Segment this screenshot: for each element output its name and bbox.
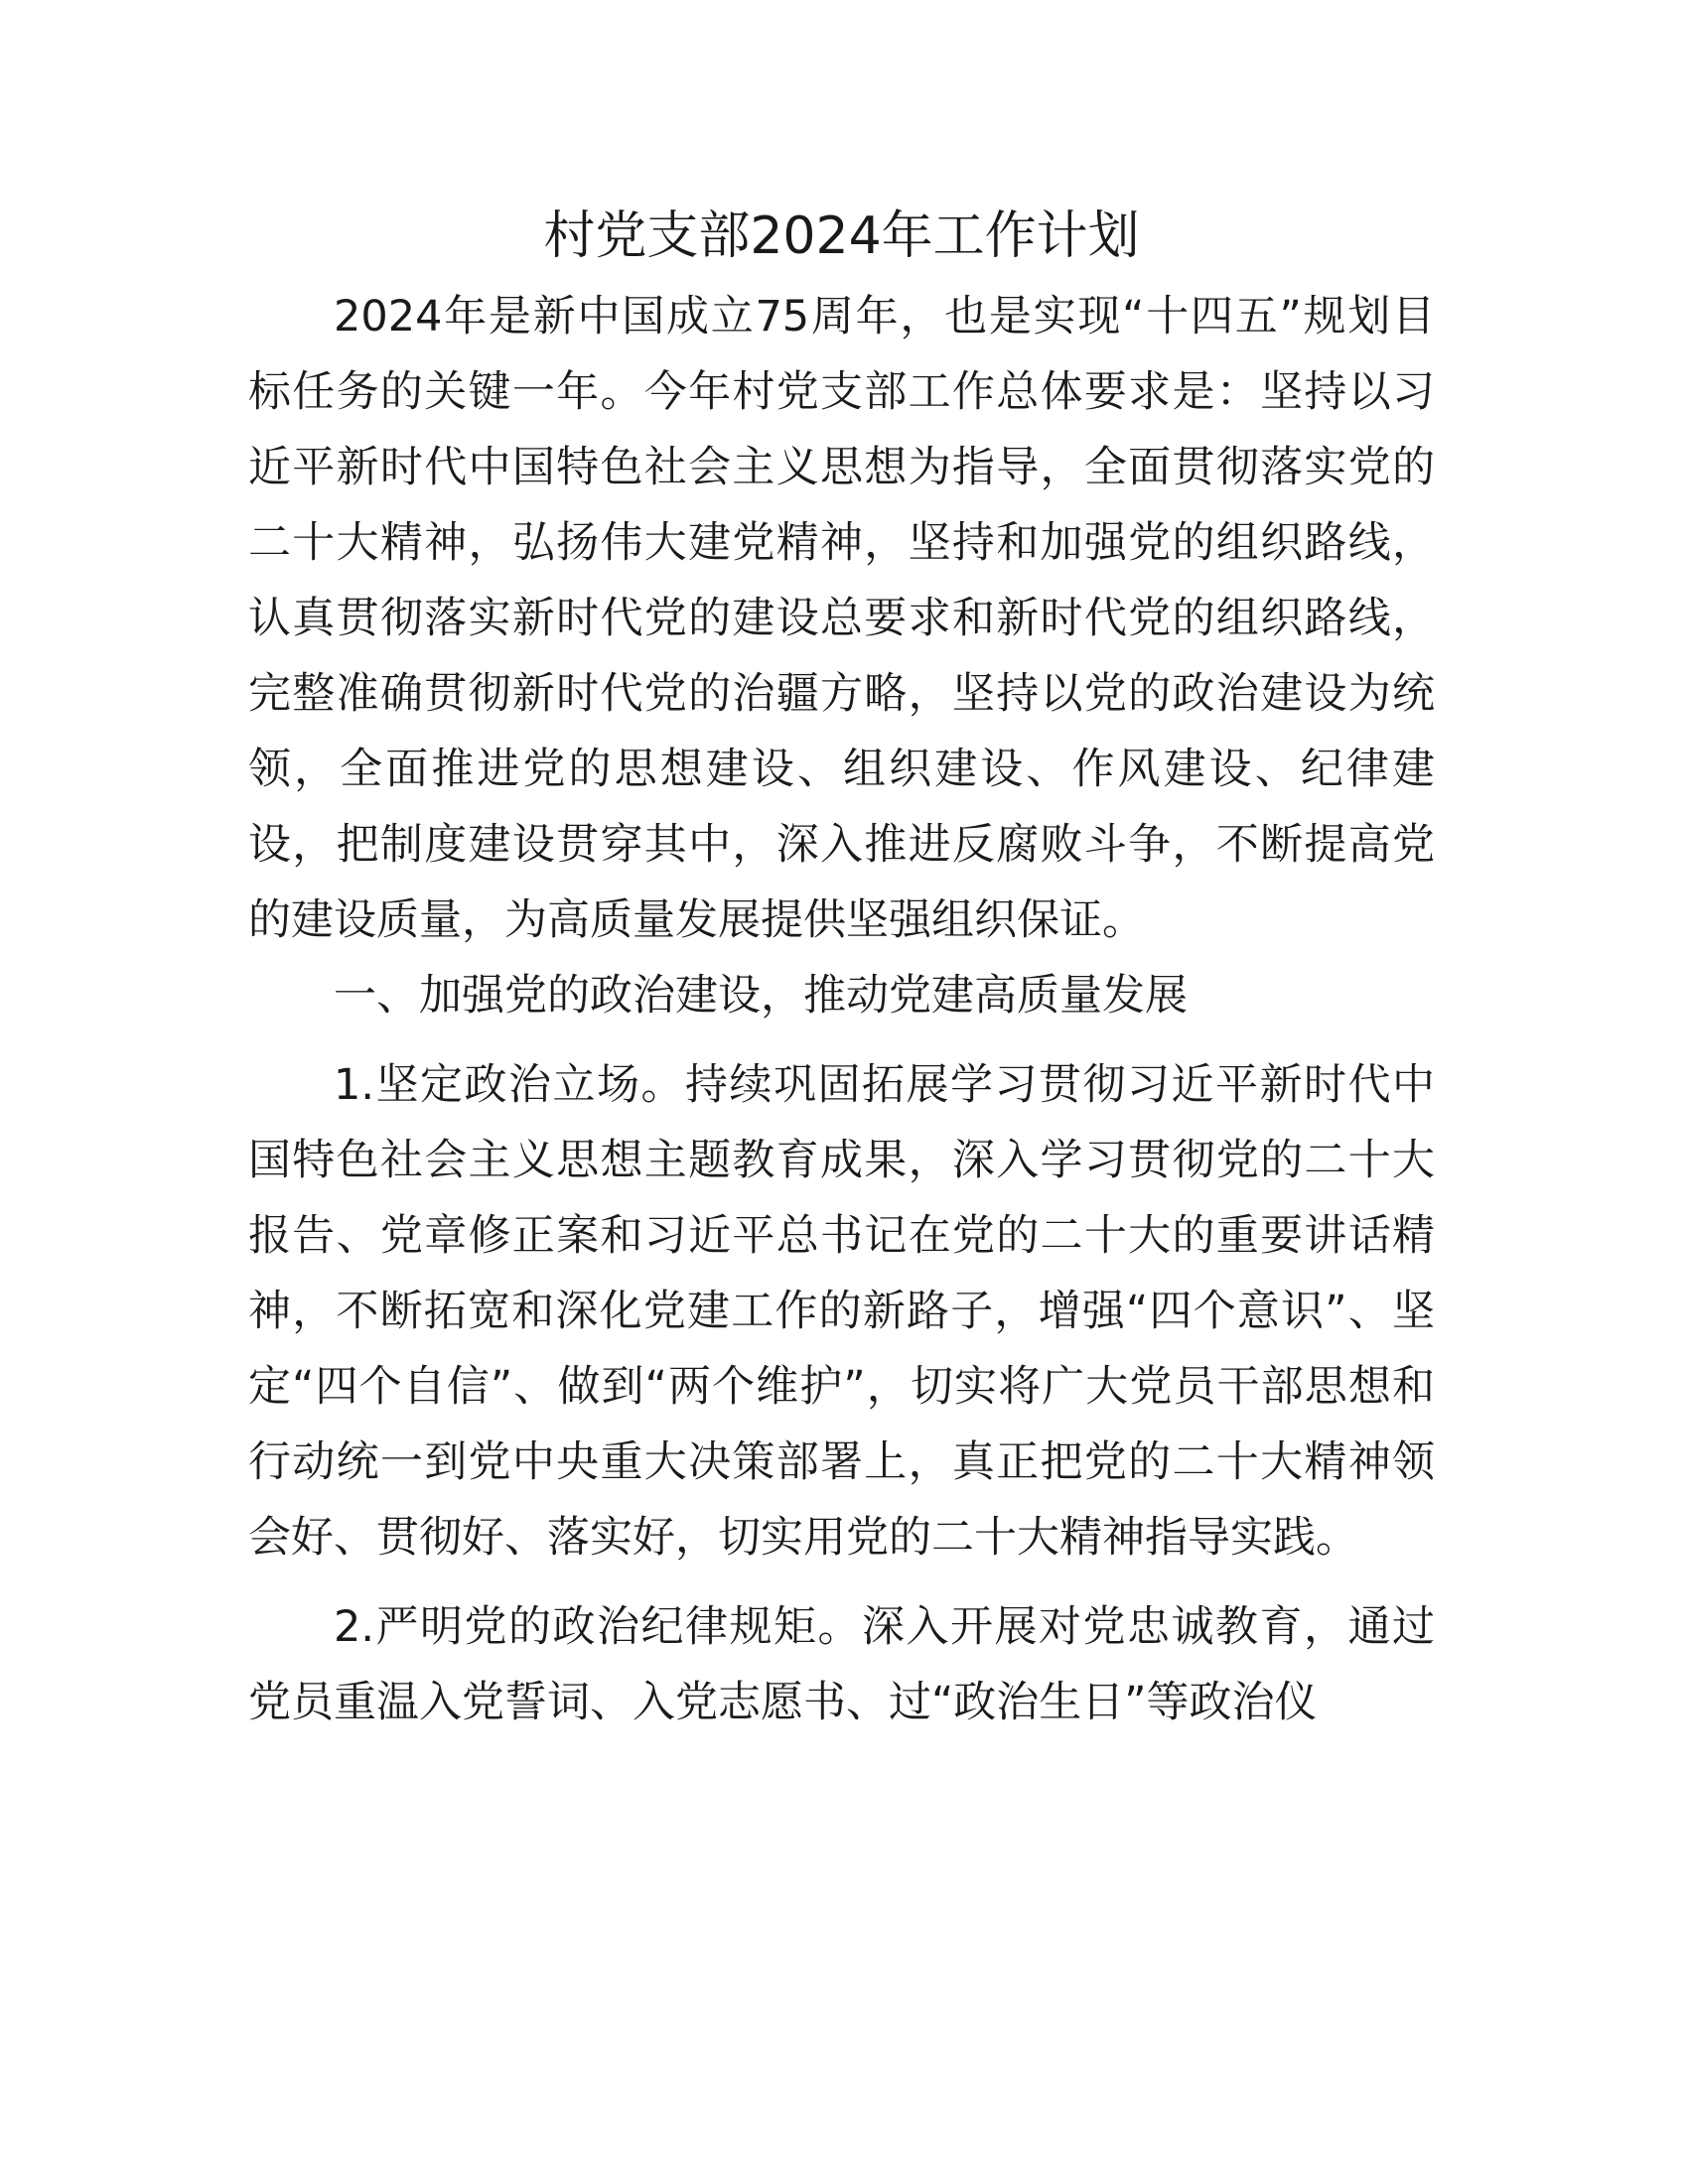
item-paragraph-1: 1.坚定政治立场。持续巩固拓展学习贯彻习近平新时代中国特色社会主义思想主题教育成果，深入学习贯彻党的二十大报告、党章修正案和习近平总书记在党的二十大的重要讲话精神，不断拓宽和深化党建工作的新路子，增强“四个意识”、坚定“四个自信”、做到“两个维护”，切实将广大党员干部思想和行动统一到党中央重大决策部署上，真正把党的二十大精神领会好、贯彻好、落实好，切实用党的二十大精神指导实践。 — [248, 1060, 1435, 1563]
document-title: 村党支部2024年工作计划 — [543, 206, 1140, 266]
intro-paragraph: 2024年是新中国成立75周年，也是实现“十四五”规划目标任务的关键一年。今年村党支部工作总体要求是：坚持以习近平新时代中国特色社会主义思想为指导，全面贯彻落实党的二十大精神，弘扬伟大建党精神，坚持和加强党的组织路线，认真贯彻落实新时代党的建设总要求和新时代党的组织路线，完整准确贯彻新时代党的治疆方略，坚持以党的政治建设为统领，全面推进党的思想建设、组织建设、作风建设、纪律建设，把制度建设贯穿其中，深入推进反腐败斗争，不断提高党的建设质量，为高质量发展提供坚强组织保证。 — [248, 292, 1435, 945]
document-body — [248, 194, 1435, 1740]
item-paragraph-2: 2.严明党的政治纪律规矩。深入开展对党忠诚教育，通过党员重温入党誓词、入党志愿书、过“政治生日”等政治仪 — [248, 1602, 1435, 1727]
section-heading-1: 一、加强党的政治建设，推动党建高质量发展 — [334, 971, 1188, 1021]
